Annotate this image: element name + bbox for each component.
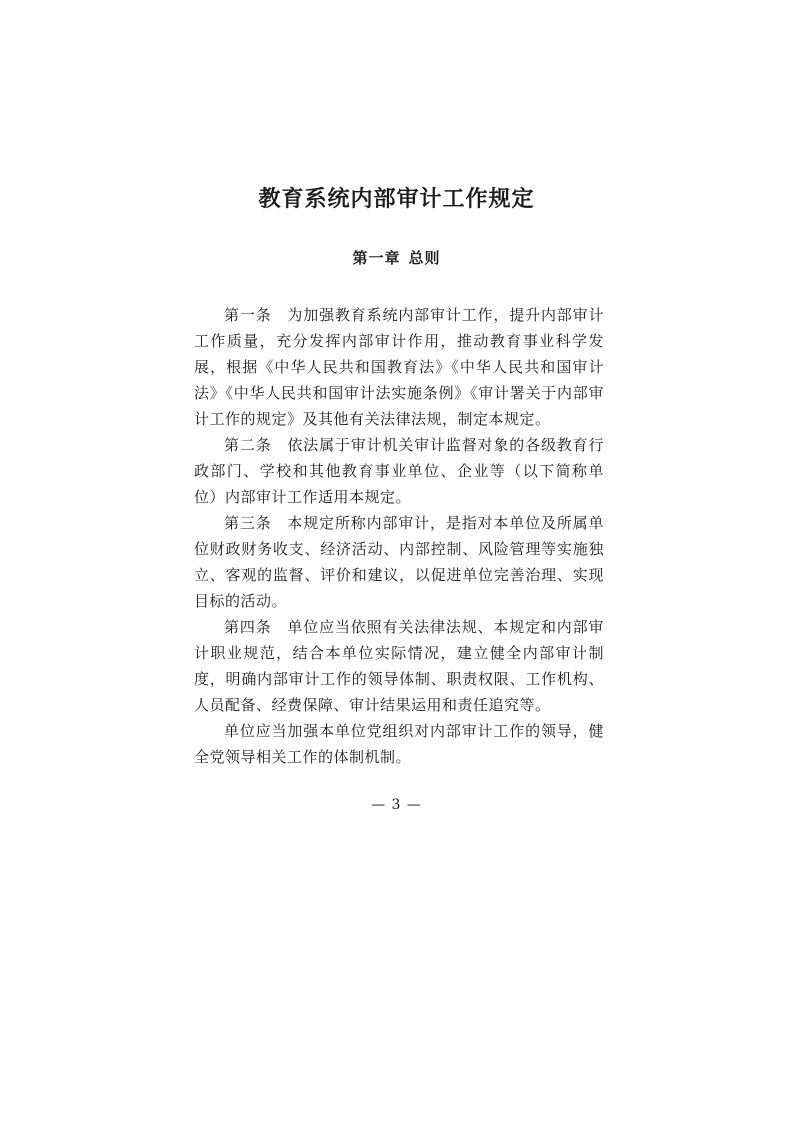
page-number: — 3 — — [371, 797, 422, 813]
article-paragraph — [194, 510, 604, 614]
article-number: 第二条 — [224, 436, 272, 454]
article-number: 第三条 — [224, 514, 272, 532]
article-text: 本规定所称内部审计，是指对本单位及所属单位财政财务收支、经济活动、内部控制、风险管理等实施独立、客观的监督、评价和建议，以促进单位完善治理、实现目标的活动。 — [194, 514, 604, 610]
chapter-name: 总则 — [408, 249, 441, 267]
article-paragraph — [194, 432, 604, 510]
paragraph-text: 单位应当加强本单位党组织对内部审计工作的领导，健全党领导相关工作的体制机制。 — [194, 722, 604, 766]
article-text: 单位应当依照有关法律法规、本规定和内部审计职业规范，结合本单位实际情况，建立健全内部审计制度，明确内部审计工作的领导体制、职责权限、工作机构、人员配备、经费保障、审计结果运用和责任追究等。 — [194, 618, 604, 714]
article-number: 第四条 — [224, 618, 272, 636]
chapter-number: 第一章 — [352, 249, 401, 267]
article-paragraph — [194, 302, 604, 432]
article-paragraph — [194, 614, 604, 718]
document-title: 教育系统内部审计工作规定 — [258, 186, 535, 212]
article-text: 为加强教育系统内部审计工作，提升内部审计工作质量，充分发挥内部审计作用，推动教育事业科学发展，根据《中华人民共和国教育法》《中华人民共和国审计法》《中华人民共和国审计法实施条例》《审计署关于内部审计工作的规定》及其他有关法律法规，制定本规定。 — [194, 306, 604, 428]
article-text: 依法属于审计机关审计监督对象的各级教育行政部门、学校和其他教育事业单位、企业等（以下简称单位）内部审计工作适用本规定。 — [194, 436, 604, 506]
document-body — [194, 302, 604, 770]
chapter-heading — [0, 246, 793, 270]
article-number: 第一条 — [224, 306, 272, 324]
continuation-paragraph — [194, 718, 604, 770]
